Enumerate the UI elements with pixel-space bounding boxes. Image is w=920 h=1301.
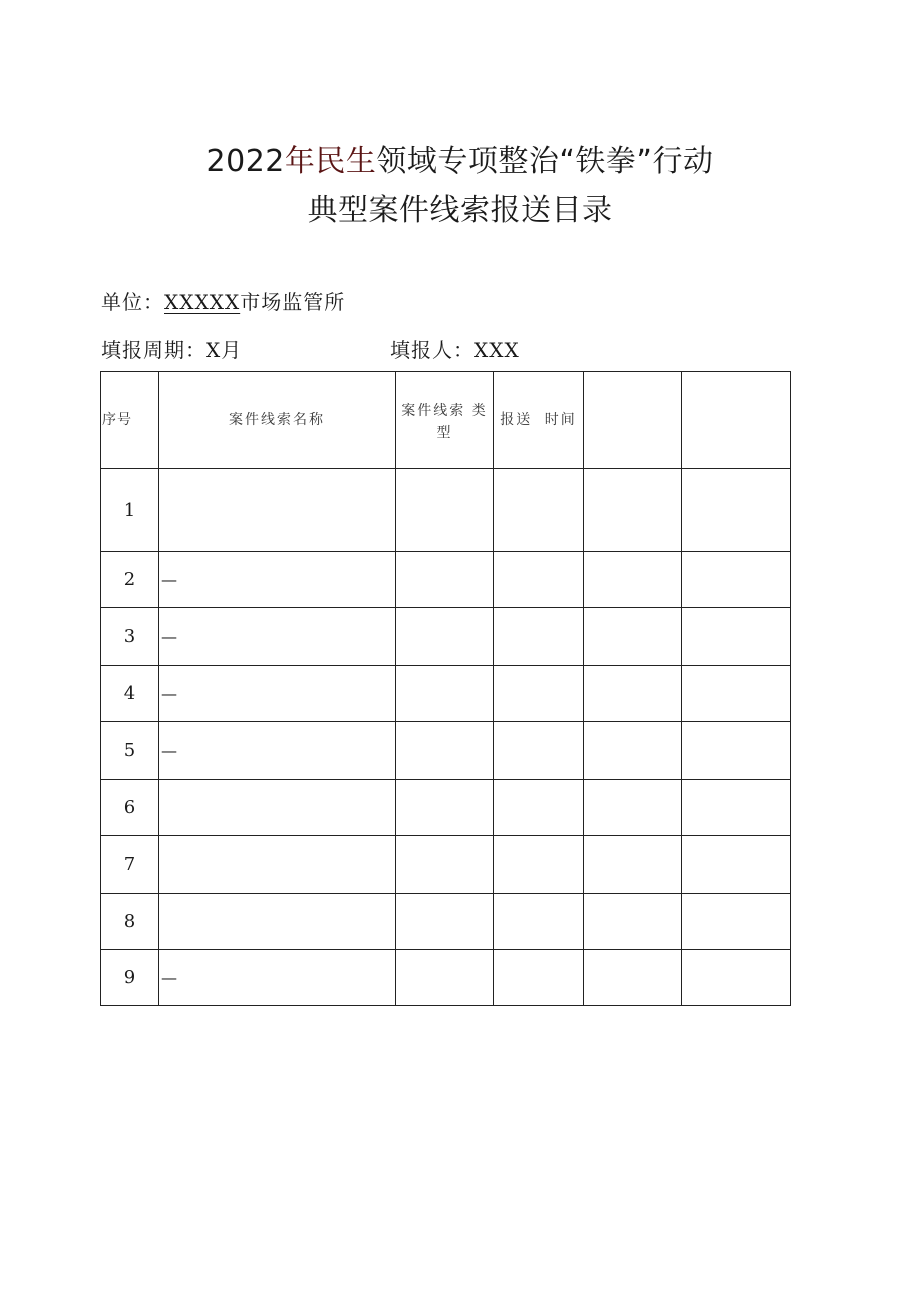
table-row: [101, 950, 791, 1006]
row-seq: 1: [101, 469, 159, 552]
row-col6[interactable]: [682, 780, 791, 836]
unit-line: [101, 286, 345, 315]
row-seq: 7: [101, 836, 159, 894]
row-type[interactable]: [396, 552, 494, 608]
table-row: [101, 469, 791, 552]
table-row: [101, 836, 791, 894]
row-time[interactable]: [494, 666, 584, 722]
table-row: [101, 608, 791, 666]
header-col6: [682, 372, 791, 469]
row-name[interactable]: [159, 469, 396, 552]
row-col5[interactable]: [584, 894, 682, 950]
row-type[interactable]: [396, 894, 494, 950]
header-col5: [584, 372, 682, 469]
title-rest: 领域专项整治“铁拳”行动: [376, 144, 714, 179]
row-type[interactable]: [396, 836, 494, 894]
row-time[interactable]: [494, 780, 584, 836]
row-name[interactable]: —: [159, 608, 396, 666]
row-seq: 5: [101, 722, 159, 780]
row-type[interactable]: [396, 666, 494, 722]
row-time[interactable]: [494, 608, 584, 666]
period-line: [101, 334, 242, 363]
table-row: [101, 780, 791, 836]
title-year: 2022: [206, 144, 285, 179]
row-type[interactable]: [396, 780, 494, 836]
row-name[interactable]: —: [159, 950, 396, 1006]
table-header-row: [101, 372, 791, 469]
row-col5[interactable]: [584, 552, 682, 608]
row-name[interactable]: —: [159, 552, 396, 608]
row-col6[interactable]: [682, 894, 791, 950]
header-type: 案件线索 类型: [396, 372, 494, 469]
table-row: [101, 552, 791, 608]
row-time[interactable]: [494, 894, 584, 950]
document-title-line-1: [0, 136, 920, 180]
row-col5[interactable]: [584, 780, 682, 836]
row-seq: 2: [101, 552, 159, 608]
row-seq: 4: [101, 666, 159, 722]
row-type[interactable]: [396, 608, 494, 666]
table-row: [101, 894, 791, 950]
row-type[interactable]: [396, 722, 494, 780]
row-col5[interactable]: [584, 950, 682, 1006]
row-name[interactable]: —: [159, 666, 396, 722]
unit-suffix: 市场监管所: [240, 290, 346, 314]
table-row: [101, 722, 791, 780]
unit-name: XXXXX: [164, 290, 241, 314]
row-time[interactable]: [494, 836, 584, 894]
row-time[interactable]: [494, 469, 584, 552]
row-col5[interactable]: [584, 608, 682, 666]
reporter-line: [390, 334, 520, 363]
row-seq: 3: [101, 608, 159, 666]
document-title-line-2: 典型案件线索报送目录: [307, 193, 613, 228]
row-col6[interactable]: [682, 950, 791, 1006]
row-col6[interactable]: [682, 469, 791, 552]
row-col6[interactable]: [682, 836, 791, 894]
row-col5[interactable]: [584, 722, 682, 780]
row-name[interactable]: [159, 780, 396, 836]
title-accent: 年民生: [284, 144, 377, 179]
reporter-label: 填报人：: [390, 338, 474, 362]
header-time: 报送 时间: [494, 372, 584, 469]
row-time[interactable]: [494, 950, 584, 1006]
period-value: X月: [206, 338, 243, 362]
row-col5[interactable]: [584, 666, 682, 722]
row-seq: 6: [101, 780, 159, 836]
reporter-value: XXX: [474, 338, 520, 362]
row-name[interactable]: —: [159, 722, 396, 780]
row-seq: 8: [101, 894, 159, 950]
period-label: 填报周期：: [101, 338, 206, 362]
row-type[interactable]: [396, 469, 494, 552]
row-name[interactable]: [159, 894, 396, 950]
row-col6[interactable]: [682, 608, 791, 666]
row-col5[interactable]: [584, 836, 682, 894]
unit-label: 单位：: [101, 290, 164, 314]
row-col6[interactable]: [682, 722, 791, 780]
row-time[interactable]: [494, 722, 584, 780]
row-time[interactable]: [494, 552, 584, 608]
row-seq: 9: [101, 950, 159, 1006]
row-name[interactable]: [159, 836, 396, 894]
row-col5[interactable]: [584, 469, 682, 552]
header-seq: 序号: [101, 372, 159, 469]
row-type[interactable]: [396, 950, 494, 1006]
row-col6[interactable]: [682, 552, 791, 608]
row-col6[interactable]: [682, 666, 791, 722]
table-row: [101, 666, 791, 722]
catalog-table: [100, 371, 791, 1006]
header-name: 案件线索名称: [159, 372, 396, 469]
